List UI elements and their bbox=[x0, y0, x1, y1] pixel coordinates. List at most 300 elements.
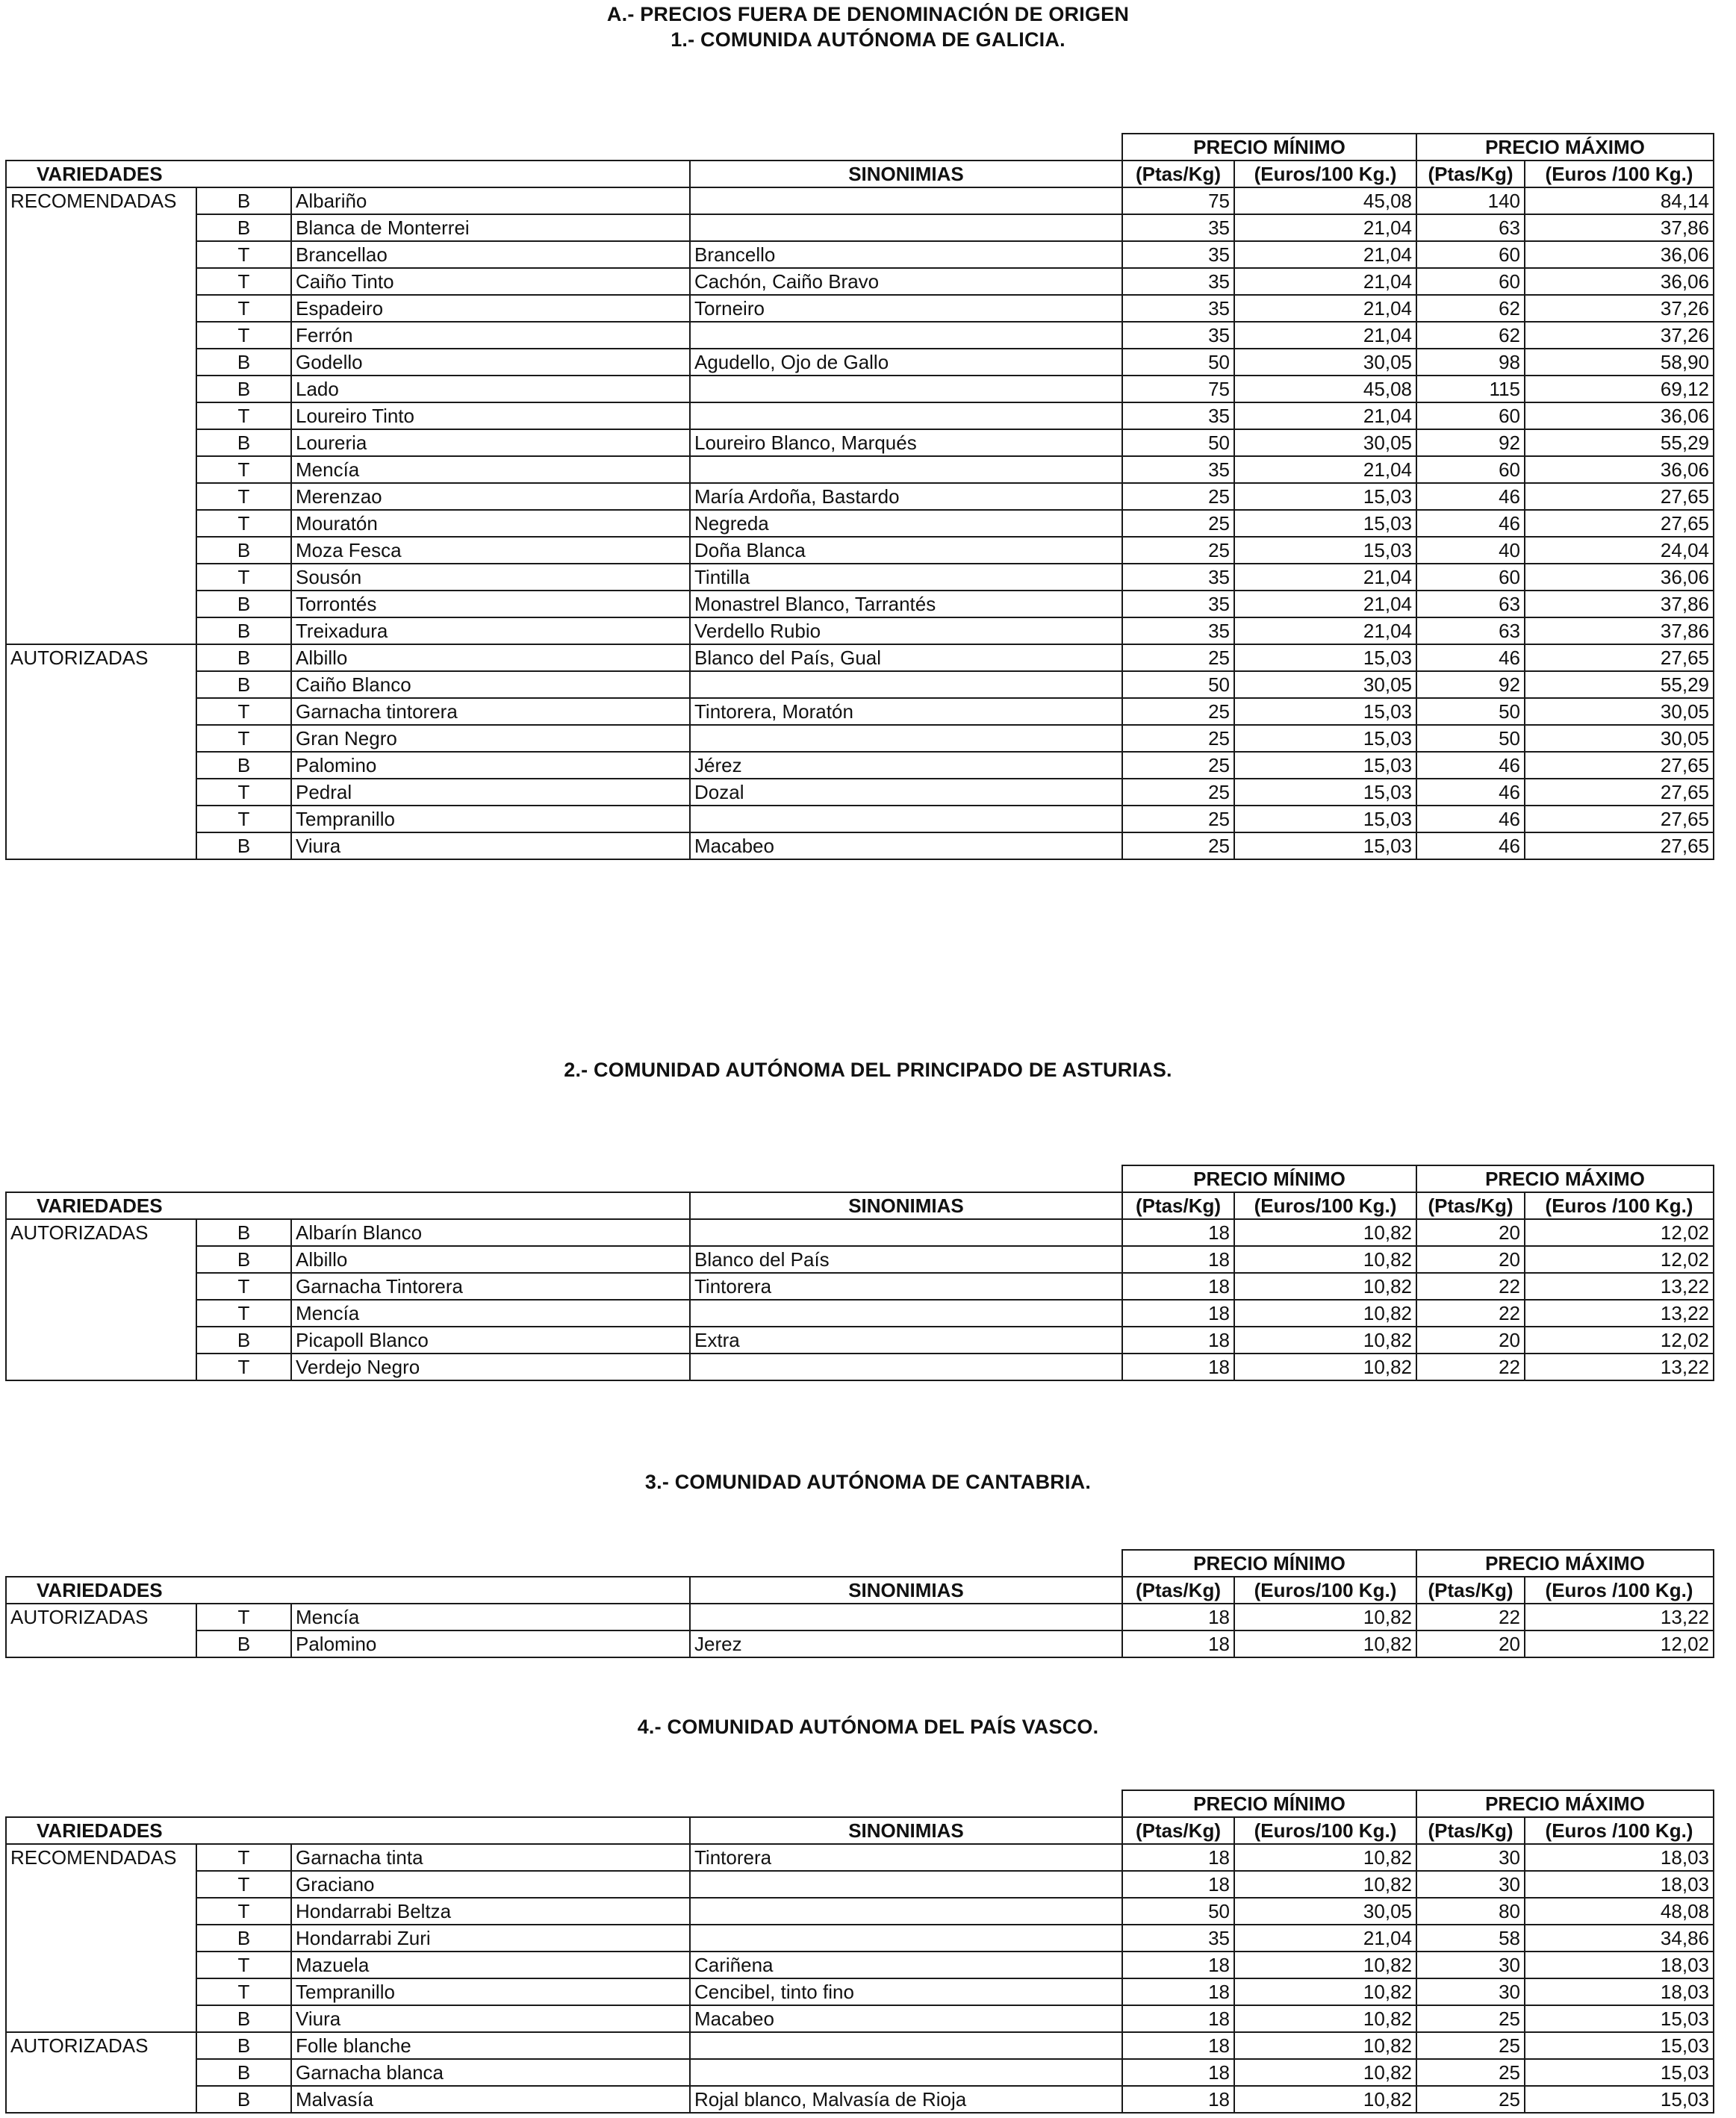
max-price-ptas: 25 bbox=[1416, 2005, 1525, 2032]
min-price-euros: 30,05 bbox=[1234, 1898, 1416, 1925]
min-price-ptas: 25 bbox=[1122, 644, 1234, 671]
grape-color-type: T bbox=[196, 241, 291, 268]
variety-name: Torrontés bbox=[291, 591, 690, 617]
max-price-ptas: 25 bbox=[1416, 2086, 1525, 2113]
min-price-euros: 21,04 bbox=[1234, 1925, 1416, 1952]
synonyms bbox=[690, 1300, 1122, 1327]
min-price-ptas: 25 bbox=[1122, 510, 1234, 537]
synonyms: Blanco del País bbox=[690, 1246, 1122, 1273]
min-price-ptas: 35 bbox=[1122, 322, 1234, 349]
grape-color-type: T bbox=[196, 1844, 291, 1871]
synonyms: Monastrel Blanco, Tarrantés bbox=[690, 591, 1122, 617]
max-price-euros: 18,03 bbox=[1525, 1978, 1714, 2005]
header-spacer bbox=[6, 1790, 1122, 1817]
variety-name: Albarín Blanco bbox=[291, 1219, 690, 1246]
max-price-ptas: 46 bbox=[1416, 644, 1525, 671]
synonyms: Cencibel, tinto fino bbox=[690, 1978, 1122, 2005]
synonyms bbox=[690, 1925, 1122, 1952]
variety-name: Palomino bbox=[291, 1630, 690, 1657]
variety-name: Graciano bbox=[291, 1871, 690, 1898]
variety-name: Palomino bbox=[291, 752, 690, 779]
min-price-euros: 10,82 bbox=[1234, 1354, 1416, 1380]
table-row bbox=[6, 456, 1714, 483]
category-label: RECOMENDADAS bbox=[6, 187, 196, 644]
max-price-euros: 37,86 bbox=[1525, 214, 1714, 241]
grape-color-type: B bbox=[196, 537, 291, 564]
price-table-galicia bbox=[5, 133, 1714, 860]
synonyms bbox=[690, 725, 1122, 752]
min-price-ptas: 35 bbox=[1122, 1925, 1234, 1952]
header-ptas-min: (Ptas/Kg) bbox=[1122, 1577, 1234, 1604]
max-price-ptas: 62 bbox=[1416, 322, 1525, 349]
max-price-ptas: 20 bbox=[1416, 1246, 1525, 1273]
max-price-ptas: 115 bbox=[1416, 376, 1525, 402]
table-row bbox=[6, 376, 1714, 402]
grape-color-type: T bbox=[196, 1300, 291, 1327]
min-price-euros: 21,04 bbox=[1234, 268, 1416, 295]
grape-color-type: T bbox=[196, 725, 291, 752]
min-price-euros: 21,04 bbox=[1234, 322, 1416, 349]
min-price-ptas: 35 bbox=[1122, 617, 1234, 644]
variety-name: Caiño Blanco bbox=[291, 671, 690, 698]
max-price-ptas: 30 bbox=[1416, 1952, 1525, 1978]
table-row bbox=[6, 510, 1714, 537]
variety-name: Mouratón bbox=[291, 510, 690, 537]
synonyms bbox=[690, 214, 1122, 241]
max-price-euros: 55,29 bbox=[1525, 429, 1714, 456]
table-row bbox=[6, 241, 1714, 268]
table-row bbox=[6, 2086, 1714, 2113]
header-variedades: VARIEDADES bbox=[6, 1192, 690, 1219]
max-price-euros: 27,65 bbox=[1525, 510, 1714, 537]
min-price-euros: 10,82 bbox=[1234, 1604, 1416, 1630]
min-price-ptas: 35 bbox=[1122, 268, 1234, 295]
price-table-cantabria bbox=[5, 1549, 1714, 1658]
max-price-euros: 27,65 bbox=[1525, 752, 1714, 779]
grape-color-type: T bbox=[196, 483, 291, 510]
min-price-ptas: 50 bbox=[1122, 349, 1234, 376]
min-price-euros: 10,82 bbox=[1234, 1978, 1416, 2005]
synonyms: Verdello Rubio bbox=[690, 617, 1122, 644]
min-price-ptas: 18 bbox=[1122, 1273, 1234, 1300]
grape-color-type: T bbox=[196, 1978, 291, 2005]
max-price-euros: 12,02 bbox=[1525, 1246, 1714, 1273]
min-price-ptas: 18 bbox=[1122, 2086, 1234, 2113]
max-price-ptas: 22 bbox=[1416, 1604, 1525, 1630]
synonyms bbox=[690, 456, 1122, 483]
min-price-euros: 10,82 bbox=[1234, 2005, 1416, 2032]
variety-name: Albariño bbox=[291, 187, 690, 214]
category-label: AUTORIZADAS bbox=[6, 2032, 196, 2113]
max-price-ptas: 60 bbox=[1416, 241, 1525, 268]
max-price-euros: 15,03 bbox=[1525, 2032, 1714, 2059]
header-euros-min: (Euros/100 Kg.) bbox=[1234, 1577, 1416, 1604]
max-price-ptas: 46 bbox=[1416, 752, 1525, 779]
variety-name: Mencía bbox=[291, 456, 690, 483]
max-price-euros: 36,06 bbox=[1525, 564, 1714, 591]
table-row bbox=[6, 832, 1714, 859]
grape-color-type: B bbox=[196, 2005, 291, 2032]
category-label: AUTORIZADAS bbox=[6, 1604, 196, 1657]
max-price-euros: 15,03 bbox=[1525, 2059, 1714, 2086]
header-euros-max: (Euros /100 Kg.) bbox=[1525, 161, 1714, 187]
variety-name: Malvasía bbox=[291, 2086, 690, 2113]
synonyms bbox=[690, 402, 1122, 429]
min-price-euros: 30,05 bbox=[1234, 429, 1416, 456]
min-price-ptas: 50 bbox=[1122, 1898, 1234, 1925]
min-price-ptas: 35 bbox=[1122, 456, 1234, 483]
max-price-euros: 12,02 bbox=[1525, 1630, 1714, 1657]
grape-color-type: T bbox=[196, 1871, 291, 1898]
max-price-ptas: 58 bbox=[1416, 1925, 1525, 1952]
grape-color-type: T bbox=[196, 1604, 291, 1630]
table-row bbox=[6, 429, 1714, 456]
min-price-ptas: 18 bbox=[1122, 1327, 1234, 1354]
min-price-euros: 15,03 bbox=[1234, 806, 1416, 832]
max-price-euros: 27,65 bbox=[1525, 644, 1714, 671]
table-row bbox=[6, 2059, 1714, 2086]
header-euros-min: (Euros/100 Kg.) bbox=[1234, 161, 1416, 187]
header-ptas-max: (Ptas/Kg) bbox=[1416, 161, 1525, 187]
grape-color-type: B bbox=[196, 2086, 291, 2113]
synonyms: Torneiro bbox=[690, 295, 1122, 322]
grape-color-type: B bbox=[196, 187, 291, 214]
header-spacer bbox=[6, 1165, 1122, 1192]
min-price-euros: 21,04 bbox=[1234, 214, 1416, 241]
table-row bbox=[6, 1273, 1714, 1300]
table-row bbox=[6, 779, 1714, 806]
table-row bbox=[6, 1844, 1714, 1871]
max-price-ptas: 20 bbox=[1416, 1630, 1525, 1657]
header-sinonimias: SINONIMIAS bbox=[690, 1817, 1122, 1844]
table-row bbox=[6, 698, 1714, 725]
max-price-ptas: 60 bbox=[1416, 268, 1525, 295]
min-price-euros: 10,82 bbox=[1234, 1219, 1416, 1246]
grape-color-type: T bbox=[196, 295, 291, 322]
max-price-ptas: 25 bbox=[1416, 2032, 1525, 2059]
grape-color-type: T bbox=[196, 698, 291, 725]
max-price-euros: 13,22 bbox=[1525, 1300, 1714, 1327]
min-price-euros: 30,05 bbox=[1234, 349, 1416, 376]
header-ptas-max: (Ptas/Kg) bbox=[1416, 1192, 1525, 1219]
max-price-euros: 27,65 bbox=[1525, 483, 1714, 510]
variety-name: Moza Fesca bbox=[291, 537, 690, 564]
max-price-ptas: 46 bbox=[1416, 779, 1525, 806]
price-table-pais-vasco bbox=[5, 1790, 1714, 2114]
header-variedades: VARIEDADES bbox=[6, 161, 690, 187]
table-row bbox=[6, 564, 1714, 591]
min-price-ptas: 18 bbox=[1122, 2032, 1234, 2059]
min-price-euros: 10,82 bbox=[1234, 1327, 1416, 1354]
min-price-euros: 30,05 bbox=[1234, 671, 1416, 698]
max-price-euros: 24,04 bbox=[1525, 537, 1714, 564]
min-price-ptas: 75 bbox=[1122, 376, 1234, 402]
grape-color-type: T bbox=[196, 322, 291, 349]
max-price-euros: 18,03 bbox=[1525, 1871, 1714, 1898]
header-precio-maximo: PRECIO MÁXIMO bbox=[1416, 1790, 1714, 1817]
synonyms: Macabeo bbox=[690, 832, 1122, 859]
max-price-euros: 30,05 bbox=[1525, 698, 1714, 725]
max-price-euros: 15,03 bbox=[1525, 2005, 1714, 2032]
grape-color-type: T bbox=[196, 1273, 291, 1300]
min-price-ptas: 18 bbox=[1122, 1978, 1234, 2005]
table-row bbox=[6, 644, 1714, 671]
max-price-ptas: 92 bbox=[1416, 671, 1525, 698]
table-row bbox=[6, 1300, 1714, 1327]
max-price-ptas: 63 bbox=[1416, 214, 1525, 241]
header-precio-maximo: PRECIO MÁXIMO bbox=[1416, 1550, 1714, 1577]
grape-color-type: B bbox=[196, 1219, 291, 1246]
header-precio-minimo: PRECIO MÍNIMO bbox=[1122, 1165, 1416, 1192]
max-price-euros: 37,86 bbox=[1525, 591, 1714, 617]
min-price-euros: 10,82 bbox=[1234, 1844, 1416, 1871]
max-price-ptas: 46 bbox=[1416, 806, 1525, 832]
min-price-euros: 15,03 bbox=[1234, 537, 1416, 564]
variety-name: Treixadura bbox=[291, 617, 690, 644]
min-price-ptas: 18 bbox=[1122, 1630, 1234, 1657]
min-price-ptas: 25 bbox=[1122, 537, 1234, 564]
header-sinonimias: SINONIMIAS bbox=[690, 1577, 1122, 1604]
table-row bbox=[6, 537, 1714, 564]
variety-name: Folle blanche bbox=[291, 2032, 690, 2059]
grape-color-type: T bbox=[196, 510, 291, 537]
min-price-euros: 10,82 bbox=[1234, 1952, 1416, 1978]
min-price-ptas: 35 bbox=[1122, 591, 1234, 617]
min-price-euros: 45,08 bbox=[1234, 376, 1416, 402]
synonyms bbox=[690, 1219, 1122, 1246]
max-price-euros: 36,06 bbox=[1525, 241, 1714, 268]
table-row bbox=[6, 1354, 1714, 1380]
grape-color-type: B bbox=[196, 2032, 291, 2059]
min-price-ptas: 25 bbox=[1122, 725, 1234, 752]
table-row bbox=[6, 725, 1714, 752]
grape-color-type: B bbox=[196, 214, 291, 241]
max-price-euros: 13,22 bbox=[1525, 1354, 1714, 1380]
grape-color-type: B bbox=[196, 1925, 291, 1952]
min-price-ptas: 35 bbox=[1122, 295, 1234, 322]
synonyms: Negreda bbox=[690, 510, 1122, 537]
max-price-euros: 30,05 bbox=[1525, 725, 1714, 752]
variety-name: Blanca de Monterrei bbox=[291, 214, 690, 241]
grape-color-type: T bbox=[196, 806, 291, 832]
min-price-euros: 15,03 bbox=[1234, 698, 1416, 725]
min-price-euros: 10,82 bbox=[1234, 1273, 1416, 1300]
variety-name: Hondarrabi Beltza bbox=[291, 1898, 690, 1925]
synonyms bbox=[690, 1898, 1122, 1925]
min-price-euros: 10,82 bbox=[1234, 2059, 1416, 2086]
variety-name: Brancellao bbox=[291, 241, 690, 268]
max-price-euros: 27,65 bbox=[1525, 779, 1714, 806]
synonyms: Tintilla bbox=[690, 564, 1122, 591]
synonyms: Jerez bbox=[690, 1630, 1122, 1657]
min-price-euros: 15,03 bbox=[1234, 832, 1416, 859]
synonyms bbox=[690, 187, 1122, 214]
table-row bbox=[6, 1604, 1714, 1630]
header-ptas-max: (Ptas/Kg) bbox=[1416, 1817, 1525, 1844]
grape-color-type: B bbox=[196, 1246, 291, 1273]
min-price-ptas: 18 bbox=[1122, 2059, 1234, 2086]
table-row bbox=[6, 214, 1714, 241]
max-price-euros: 69,12 bbox=[1525, 376, 1714, 402]
min-price-ptas: 35 bbox=[1122, 241, 1234, 268]
variety-name: Verdejo Negro bbox=[291, 1354, 690, 1380]
min-price-ptas: 50 bbox=[1122, 671, 1234, 698]
variety-name: Picapoll Blanco bbox=[291, 1327, 690, 1354]
max-price-euros: 84,14 bbox=[1525, 187, 1714, 214]
min-price-ptas: 25 bbox=[1122, 779, 1234, 806]
section-title-cantabria: 3.- COMUNIDAD AUTÓNOMA DE CANTABRIA. bbox=[644, 1471, 1092, 1493]
min-price-ptas: 25 bbox=[1122, 698, 1234, 725]
max-price-ptas: 20 bbox=[1416, 1219, 1525, 1246]
max-price-ptas: 62 bbox=[1416, 295, 1525, 322]
grape-color-type: T bbox=[196, 402, 291, 429]
min-price-euros: 45,08 bbox=[1234, 187, 1416, 214]
grape-color-type: B bbox=[196, 752, 291, 779]
header-euros-max: (Euros /100 Kg.) bbox=[1525, 1817, 1714, 1844]
max-price-ptas: 80 bbox=[1416, 1898, 1525, 1925]
max-price-euros: 15,03 bbox=[1525, 2086, 1714, 2113]
max-price-ptas: 22 bbox=[1416, 1300, 1525, 1327]
synonyms: Jérez bbox=[690, 752, 1122, 779]
grape-color-type: B bbox=[196, 832, 291, 859]
variety-name: Albillo bbox=[291, 644, 690, 671]
header-sinonimias: SINONIMIAS bbox=[690, 161, 1122, 187]
variety-name: Mencía bbox=[291, 1300, 690, 1327]
header-spacer bbox=[6, 1550, 1122, 1577]
section-title-asturias: 2.- COMUNIDAD AUTÓNOMA DEL PRINCIPADO DE ASTURIAS. bbox=[564, 1059, 1172, 1081]
variety-name: Viura bbox=[291, 832, 690, 859]
min-price-euros: 10,82 bbox=[1234, 1630, 1416, 1657]
synonyms bbox=[690, 322, 1122, 349]
header-precio-maximo: PRECIO MÁXIMO bbox=[1416, 134, 1714, 161]
grape-color-type: B bbox=[196, 2059, 291, 2086]
min-price-ptas: 18 bbox=[1122, 1219, 1234, 1246]
variety-name: Espadeiro bbox=[291, 295, 690, 322]
table-row bbox=[6, 1219, 1714, 1246]
header-ptas-min: (Ptas/Kg) bbox=[1122, 161, 1234, 187]
max-price-euros: 55,29 bbox=[1525, 671, 1714, 698]
min-price-euros: 10,82 bbox=[1234, 2086, 1416, 2113]
synonyms: Doña Blanca bbox=[690, 537, 1122, 564]
header-ptas-min: (Ptas/Kg) bbox=[1122, 1817, 1234, 1844]
synonyms bbox=[690, 1871, 1122, 1898]
max-price-ptas: 46 bbox=[1416, 483, 1525, 510]
header-variedades: VARIEDADES bbox=[6, 1577, 690, 1604]
table-row bbox=[6, 1327, 1714, 1354]
min-price-ptas: 18 bbox=[1122, 1871, 1234, 1898]
variety-name: Garnacha Tintorera bbox=[291, 1273, 690, 1300]
min-price-ptas: 18 bbox=[1122, 2005, 1234, 2032]
synonyms: Dozal bbox=[690, 779, 1122, 806]
min-price-euros: 15,03 bbox=[1234, 483, 1416, 510]
table-row bbox=[6, 402, 1714, 429]
min-price-ptas: 35 bbox=[1122, 402, 1234, 429]
synonyms bbox=[690, 806, 1122, 832]
max-price-euros: 27,65 bbox=[1525, 832, 1714, 859]
max-price-ptas: 20 bbox=[1416, 1327, 1525, 1354]
variety-name: Tempranillo bbox=[291, 806, 690, 832]
min-price-ptas: 18 bbox=[1122, 1604, 1234, 1630]
header-ptas-max: (Ptas/Kg) bbox=[1416, 1577, 1525, 1604]
table-row bbox=[6, 322, 1714, 349]
min-price-ptas: 18 bbox=[1122, 1952, 1234, 1978]
variety-name: Mencía bbox=[291, 1604, 690, 1630]
category-label: AUTORIZADAS bbox=[6, 1219, 196, 1380]
table-row bbox=[6, 2005, 1714, 2032]
min-price-ptas: 18 bbox=[1122, 1246, 1234, 1273]
max-price-ptas: 40 bbox=[1416, 537, 1525, 564]
max-price-ptas: 30 bbox=[1416, 1844, 1525, 1871]
section-title-pais-vasco: 4.- COMUNIDAD AUTÓNOMA DEL PAÍS VASCO. bbox=[637, 1716, 1099, 1738]
header-spacer bbox=[6, 134, 1122, 161]
variety-name: Garnacha tintorera bbox=[291, 698, 690, 725]
max-price-euros: 18,03 bbox=[1525, 1844, 1714, 1871]
grape-color-type: B bbox=[196, 644, 291, 671]
header-precio-minimo: PRECIO MÍNIMO bbox=[1122, 1550, 1416, 1577]
table-row bbox=[6, 268, 1714, 295]
max-price-ptas: 46 bbox=[1416, 510, 1525, 537]
max-price-ptas: 98 bbox=[1416, 349, 1525, 376]
min-price-ptas: 25 bbox=[1122, 752, 1234, 779]
synonyms: Cachón, Caiño Bravo bbox=[690, 268, 1122, 295]
max-price-euros: 13,22 bbox=[1525, 1273, 1714, 1300]
variety-name: Mazuela bbox=[291, 1952, 690, 1978]
header-euros-max: (Euros /100 Kg.) bbox=[1525, 1192, 1714, 1219]
synonyms: María Ardoña, Bastardo bbox=[690, 483, 1122, 510]
price-table-asturias bbox=[5, 1165, 1714, 1381]
table-row bbox=[6, 671, 1714, 698]
variety-name: Caiño Tinto bbox=[291, 268, 690, 295]
min-price-euros: 21,04 bbox=[1234, 456, 1416, 483]
min-price-euros: 10,82 bbox=[1234, 1300, 1416, 1327]
table-row bbox=[6, 1978, 1714, 2005]
grape-color-type: T bbox=[196, 564, 291, 591]
min-price-euros: 15,03 bbox=[1234, 644, 1416, 671]
table-row bbox=[6, 1898, 1714, 1925]
table-row bbox=[6, 1246, 1714, 1273]
max-price-ptas: 50 bbox=[1416, 698, 1525, 725]
variety-name: Garnacha tinta bbox=[291, 1844, 690, 1871]
max-price-euros: 18,03 bbox=[1525, 1952, 1714, 1978]
table-row bbox=[6, 187, 1714, 214]
variety-name: Hondarrabi Zuri bbox=[291, 1925, 690, 1952]
variety-name: Tempranillo bbox=[291, 1978, 690, 2005]
variety-name: Gran Negro bbox=[291, 725, 690, 752]
max-price-euros: 27,65 bbox=[1525, 806, 1714, 832]
synonyms bbox=[690, 1604, 1122, 1630]
max-price-ptas: 46 bbox=[1416, 832, 1525, 859]
grape-color-type: T bbox=[196, 456, 291, 483]
max-price-ptas: 60 bbox=[1416, 456, 1525, 483]
max-price-euros: 34,86 bbox=[1525, 1925, 1714, 1952]
min-price-ptas: 35 bbox=[1122, 564, 1234, 591]
min-price-euros: 15,03 bbox=[1234, 752, 1416, 779]
grape-color-type: T bbox=[196, 1354, 291, 1380]
min-price-euros: 15,03 bbox=[1234, 510, 1416, 537]
synonyms bbox=[690, 2032, 1122, 2059]
min-price-ptas: 25 bbox=[1122, 832, 1234, 859]
synonyms: Tintorera, Moratón bbox=[690, 698, 1122, 725]
header-euros-max: (Euros /100 Kg.) bbox=[1525, 1577, 1714, 1604]
max-price-ptas: 60 bbox=[1416, 402, 1525, 429]
min-price-euros: 21,04 bbox=[1234, 591, 1416, 617]
max-price-euros: 36,06 bbox=[1525, 268, 1714, 295]
min-price-ptas: 25 bbox=[1122, 483, 1234, 510]
grape-color-type: B bbox=[196, 376, 291, 402]
header-precio-maximo: PRECIO MÁXIMO bbox=[1416, 1165, 1714, 1192]
min-price-euros: 21,04 bbox=[1234, 617, 1416, 644]
max-price-euros: 37,26 bbox=[1525, 322, 1714, 349]
